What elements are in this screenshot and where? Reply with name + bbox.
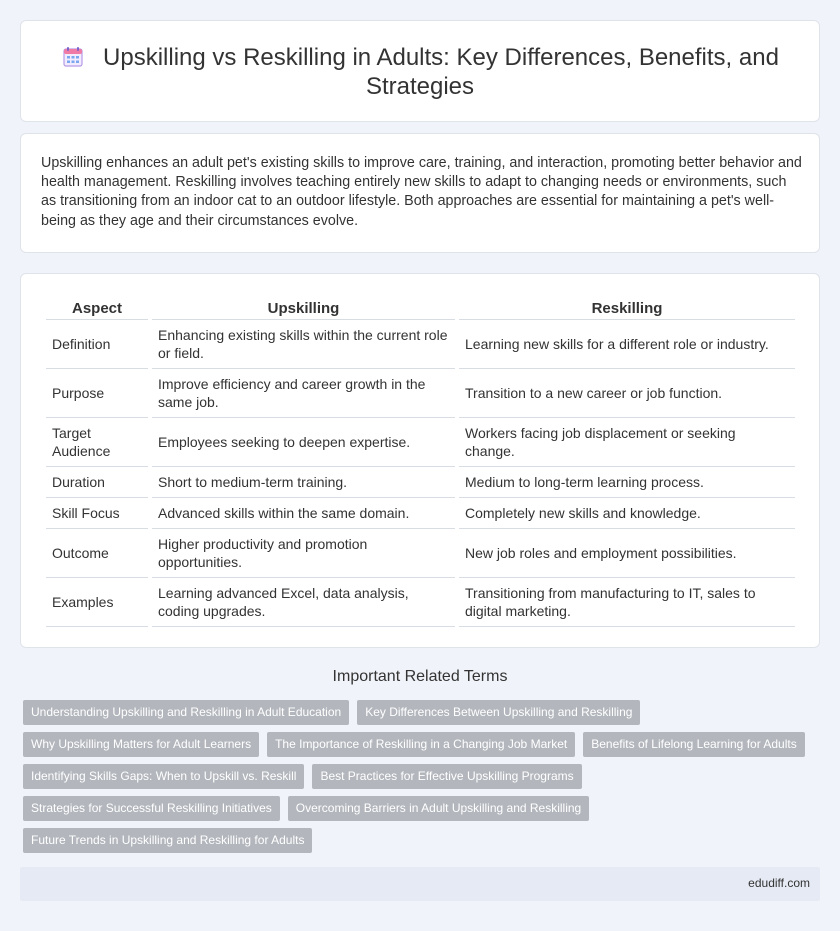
row-upskilling: Employees seeking to deepen expertise. [152, 418, 455, 467]
row-upskilling: Advanced skills within the same domain. [152, 498, 455, 529]
related-term-link[interactable]: Why Upskilling Matters for Adult Learners [23, 732, 259, 757]
intro-paragraph: Upskilling enhances an adult pet's existing skills to improve care, training, and interaction, promoting better behavior and health management. Reskilling involves teaching entirely new skills to adapt to changing needs or environments, such as transitioning from an indoor cat to an outdoor lifestyle. Both approaches are essential for maintaining a pet's well-being as they age and their circumstances evolve. [41, 155, 802, 229]
calendar-icon [61, 45, 85, 69]
table-row [46, 529, 795, 578]
related-term-link[interactable]: Benefits of Lifelong Learning for Adults [583, 732, 804, 757]
table-row [46, 498, 795, 529]
row-upskilling: Enhancing existing skills within the current role or field. [152, 320, 455, 369]
row-aspect: Definition [46, 320, 148, 369]
related-terms-list [23, 700, 823, 860]
table-row [46, 320, 795, 369]
comparison-card [20, 273, 820, 648]
row-aspect: Examples [46, 578, 148, 627]
row-aspect: Target Audience [46, 418, 148, 467]
table-row [46, 578, 795, 627]
table-header-row [46, 294, 795, 320]
row-aspect: Skill Focus [46, 498, 148, 529]
title-card [20, 20, 820, 122]
related-term-link[interactable]: Key Differences Between Upskilling and Reskilling [357, 700, 640, 725]
row-reskilling: Transitioning from manufacturing to IT, sales to digital marketing. [459, 578, 795, 627]
row-reskilling: Completely new skills and knowledge. [459, 498, 795, 529]
related-term-link[interactable]: The Importance of Reskilling in a Changing Job Market [267, 732, 575, 757]
row-upskilling: Higher productivity and promotion opportunities. [152, 529, 455, 578]
comparison-table [42, 294, 799, 627]
related-term-link[interactable]: Best Practices for Effective Upskilling Programs [312, 764, 581, 789]
header-upskilling: Upskilling [152, 294, 455, 320]
row-aspect: Duration [46, 467, 148, 498]
header-aspect: Aspect [46, 294, 148, 320]
related-term-link[interactable]: Future Trends in Upskilling and Reskilling for Adults [23, 828, 312, 853]
table-row [46, 467, 795, 498]
page-title-text: Upskilling vs Reskilling in Adults: Key Differences, Benefits, and Strategies [103, 44, 779, 100]
row-upskilling: Short to medium-term training. [152, 467, 455, 498]
page-title [61, 43, 779, 101]
related-term-link[interactable]: Overcoming Barriers in Adult Upskilling and Reskilling [288, 796, 589, 821]
row-aspect: Purpose [46, 369, 148, 418]
row-reskilling: Medium to long-term learning process. [459, 467, 795, 498]
related-term-link[interactable]: Strategies for Successful Reskilling Initiatives [23, 796, 280, 821]
row-upskilling: Improve efficiency and career growth in the same job. [152, 369, 455, 418]
footer-site-link[interactable]: edudiff.com [748, 876, 810, 890]
row-reskilling: Workers facing job displacement or seeking change. [459, 418, 795, 467]
row-reskilling: Learning new skills for a different role or industry. [459, 320, 795, 369]
header-reskilling: Reskilling [459, 294, 795, 320]
table-row [46, 369, 795, 418]
related-terms-heading: Important Related Terms [332, 668, 508, 685]
footer [20, 867, 820, 901]
related-term-link[interactable]: Understanding Upskilling and Reskilling in Adult Education [23, 700, 349, 725]
table-row [46, 418, 795, 467]
related-term-link[interactable]: Identifying Skills Gaps: When to Upskill vs. Reskill [23, 764, 304, 789]
intro-card [20, 133, 820, 253]
row-reskilling: New job roles and employment possibilities. [459, 529, 795, 578]
row-upskilling: Learning advanced Excel, data analysis, coding upgrades. [152, 578, 455, 627]
row-reskilling: Transition to a new career or job function. [459, 369, 795, 418]
row-aspect: Outcome [46, 529, 148, 578]
